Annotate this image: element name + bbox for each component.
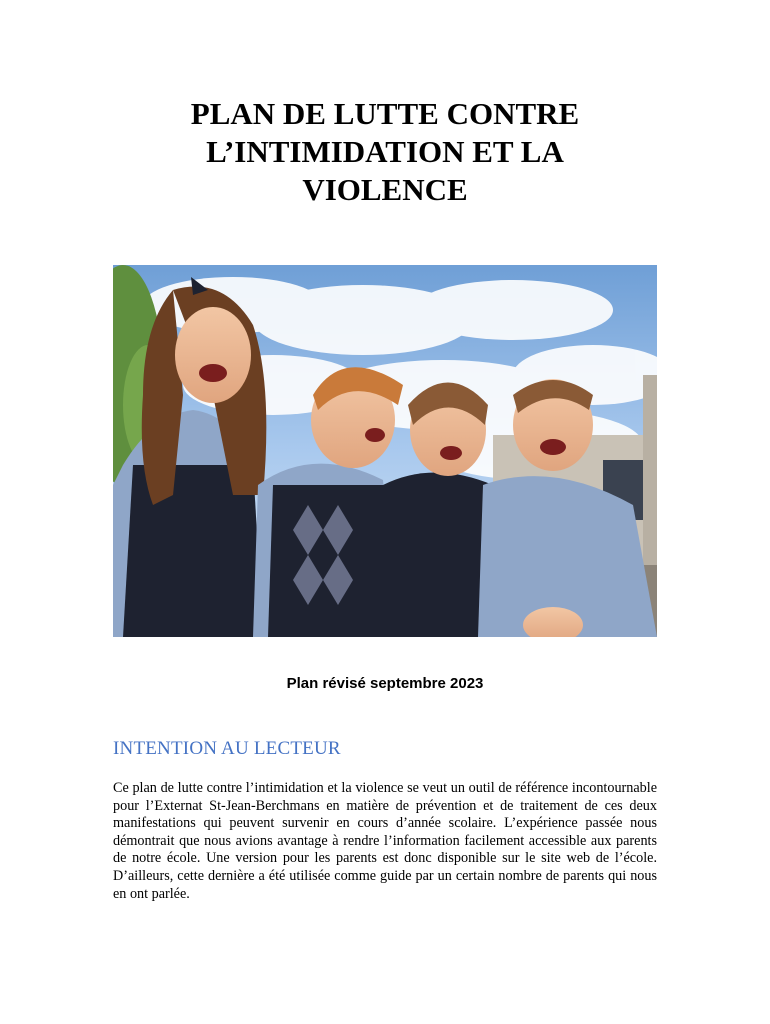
title-line-2: L’INTIMIDATION ET LA [206, 134, 564, 169]
title-line-1: PLAN DE LUTTE CONTRE [190, 96, 580, 131]
section-heading: INTENTION AU LECTEUR [113, 738, 341, 759]
title-line-3: VIOLENCE [302, 172, 468, 207]
document-title [0, 95, 770, 209]
cover-photo-children [113, 265, 657, 637]
intro-paragraph: Ce plan de lutte contre l’intimidation et la violence se veut un outil de référence incontournable pour l’Externat St-Jean-Berchmans en matière de prévention et de traitement de ces deux manifestations qui peuvent survenir en cours d’année scolaire. L’expérience passée nous démontrait que nous avions avantage à rendre l’information facilement accessible aux parents de notre école. Une version pour les parents est donc disponible sur le site web de l’école. D’ailleurs, cette dernière a été utilisée comme guide par un certain nombre de parents qui nous en ont parlée. [113, 780, 657, 902]
revision-date: Plan révisé septembre 2023 [286, 675, 484, 692]
